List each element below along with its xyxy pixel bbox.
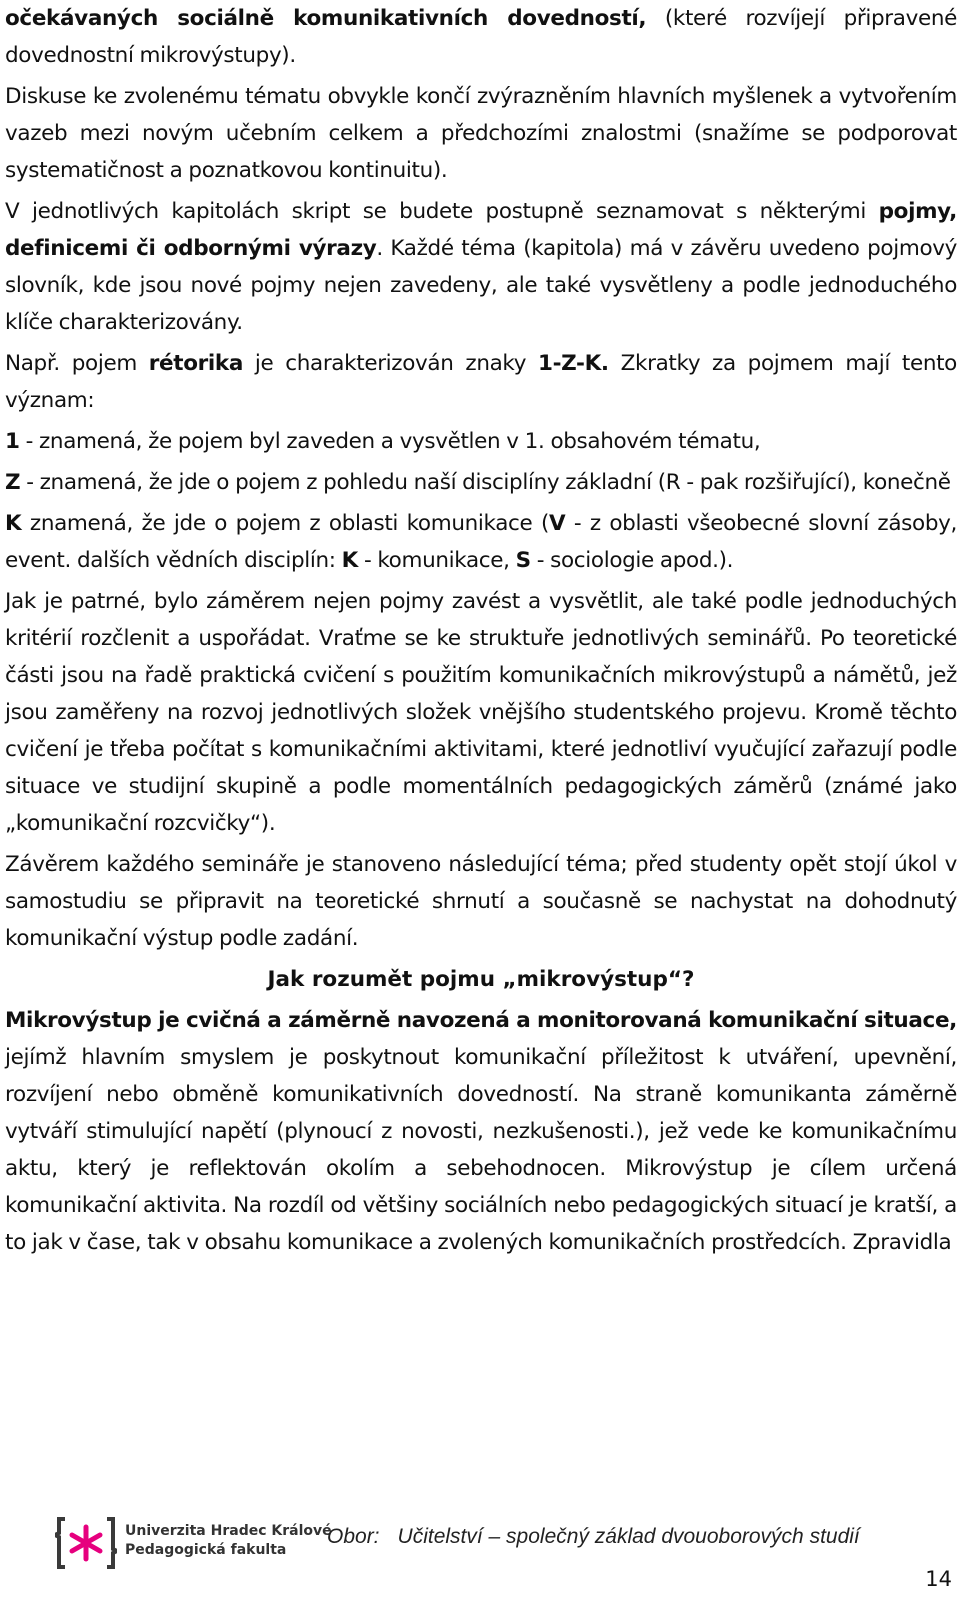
paragraph [5,464,957,501]
bold-text: očekávaných sociálně komunikativních dovedností, [5,6,647,31]
bold-text: Mikrovýstup je cvičná a záměrně navozená a monitorovaná komunikační situace, [5,1008,957,1033]
paragraph [5,505,957,579]
text-run: (které rozvíjejí připravené dovednostní mikrovýstupy). [5,6,957,68]
text-run: - znamená, že jde o pojem z pohledu naší disciplíny základní (R - pak rozšiřující), konečně [20,470,951,495]
section-heading: Jak rozumět pojmu „mikrovýstup“? [267,967,695,992]
text-run: - sociologie apod.). [530,548,734,573]
text-run: znamená, že jde o pojem z oblasti komunikace ( [21,511,550,536]
field-of-study [327,1525,860,1549]
text-run: V jednotlivých kapitolách skript se budete postupně seznamovat s některými [5,199,879,224]
bold-text: 1 [5,429,20,454]
text-run: Závěrem každého semináře je stanoveno následující téma; před studenty opět stojí úkol v samostudiu se připravit na teoretické shrnutí a současně se nachystat na dohodnutý komunikační výstup podle zadání. [5,852,957,951]
bold-text: Z [5,470,21,495]
paragraph [5,345,957,419]
bold-text: V [549,511,566,536]
university-logo-asterisk-icon [55,1515,117,1571]
paragraph [5,423,957,460]
paragraph [5,846,957,957]
bold-text: rétorika [148,351,244,376]
field-label: Obor: [327,1525,380,1548]
text-run: Diskuse ke zvolenému tématu obvykle končí zvýrazněním hlavních myšlenek a vytvořením vazeb mezi novým učebním celkem a předchozími znalostmi (snažíme se podporovat systematičnost a poznatkovou kontinuitu). [5,84,957,183]
page-footer [55,1515,935,1575]
text-run: . Každé téma (kapitola) má v závěru uvedeno pojmový slovník, kde jsou nové pojmy nejen zavedeny, ale také vysvětleny a podle jednoduchého klíče charakterizovány. [5,236,957,335]
text-run: - z oblasti všeobecné slovní zásoby, event. dalších vědních disciplín: [5,511,957,573]
text-run: je charakterizován znaky [243,351,538,376]
paragraph [5,193,957,341]
paragraph [5,583,957,842]
faculty-name: Pedagogická fakulta [125,1542,287,1558]
bold-text: K [341,548,358,573]
text-run: jejímž hlavním smyslem je poskytnout komunikační příležitost k utváření, upevnění, rozvíjení nebo obměně komunikativních dovedností. Na straně komunikanta záměrně vytváří stimulující napětí (plynoucí z novosti, nezkušenosti.), jež vede ke komunikačnímu aktu, který je reflektován okolím a sebehodnocen. Mikrovýstup je cílem určená komunikační aktivita. Na rozdíl od většiny sociálních nebo pedagogických situací je kratší, a to jak v čase, tak v obsahu komunikace a zvolených komunikačních prostředcích. Zpravidla [5,1045,957,1255]
text-run: Např. pojem [5,351,149,376]
page-number: 14 [925,1567,952,1591]
document-page [5,0,957,1265]
field-value: Učitelství – společný základ dvouoborových studií [397,1525,860,1548]
paragraph [5,1002,957,1261]
text-run: - znamená, že pojem byl zaveden a vysvětlen v 1. obsahovém tématu, [19,429,761,454]
text-run: Zkratky za pojmem mají tento význam: [5,351,957,413]
paragraph [5,78,957,189]
body-text-before [5,0,957,957]
text-run: - komunikace, [357,548,516,573]
bold-text: pojmy, definicemi či odbornými výrazy [5,199,957,261]
body-text-after [5,1002,957,1261]
text-run: Jak je patrné, bylo záměrem nejen pojmy zavést a vysvětlit, ale také podle jednoduchých kritérií rozčlenit a uspořádat. Vraťme se ke struktuře jednotlivých seminářů. Po teoretické části jsou na řadě praktická cvičení s použitím komunikačních mikrovýstupů a námětů, jež jsou zaměřeny na rozvoj jednotlivých složek vnějšího studentského projevu. Kromě těchto cvičení je třeba počítat s komunikačními aktivitami, které jednotliví vyučující zařazují podle situace ve studijní skupině a podle momentálních pedagogických záměrů (známé jako „komunikační rozcvičky“). [5,589,957,836]
bold-text: 1-Z-K. [538,351,609,376]
bold-text: S [515,548,531,573]
university-name: Univerzita Hradec Králové [125,1523,332,1539]
paragraph [5,0,957,74]
bold-text: K [5,511,22,536]
university-logo [55,1515,355,1575]
